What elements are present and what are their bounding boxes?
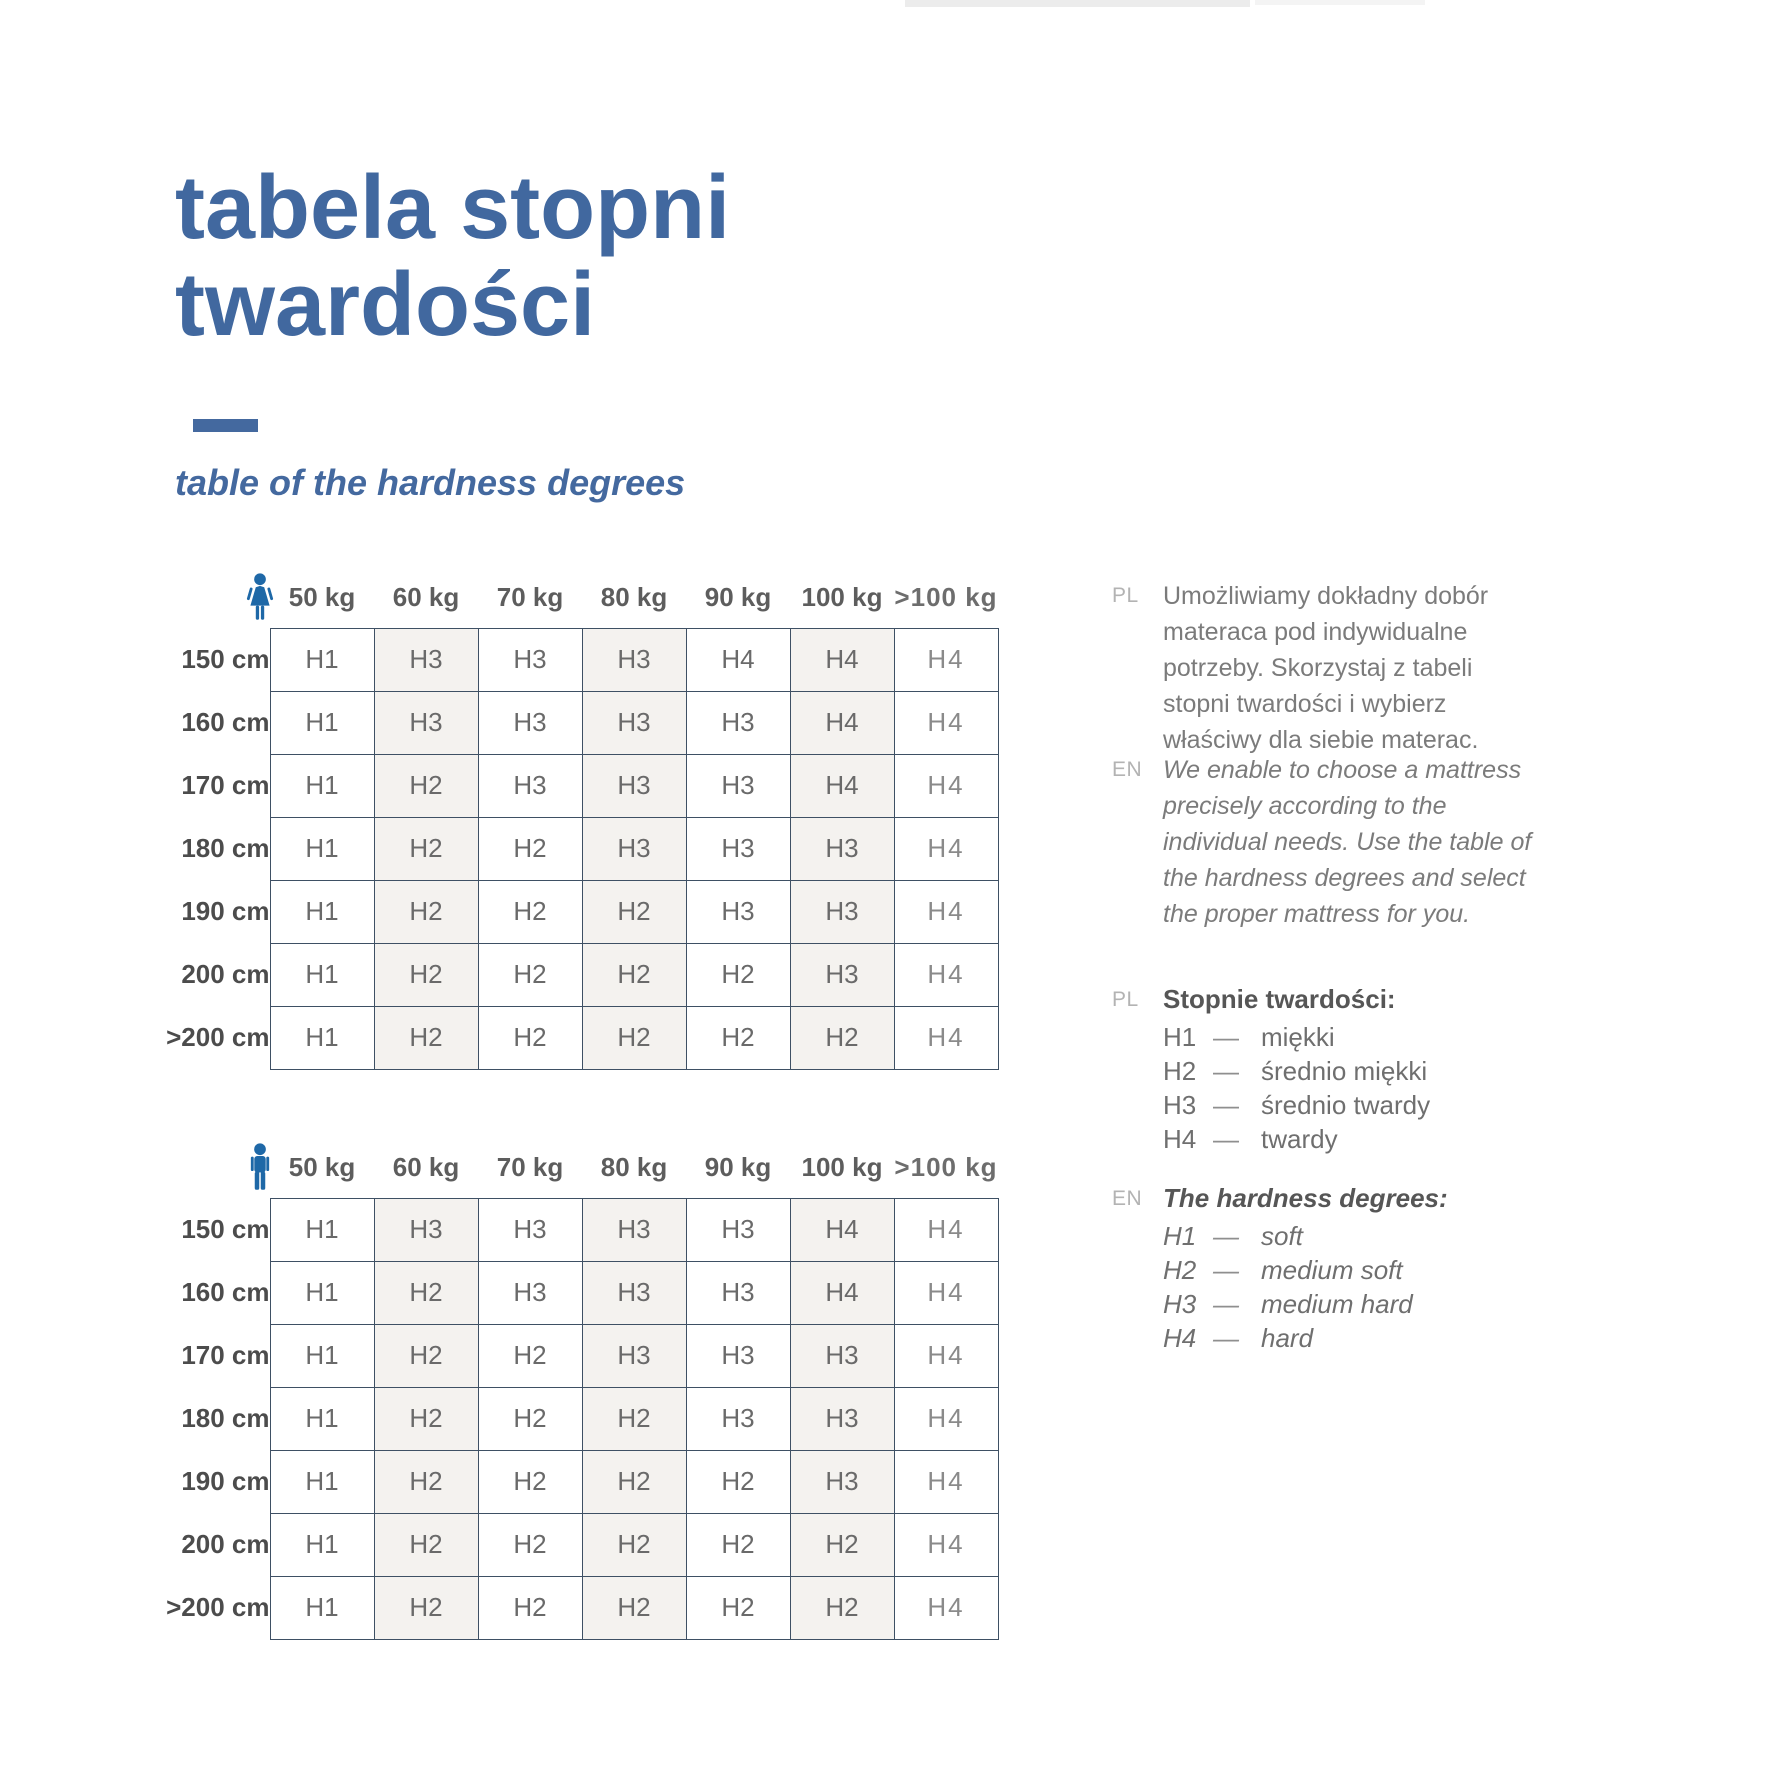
hardness-cell: H2 [582,1006,686,1069]
hardness-cell: H3 [686,754,790,817]
legend-item-code: H1 [1163,1221,1197,1251]
height-label: 160 cm [181,1277,270,1307]
hardness-cell: H4 [894,943,998,1006]
hardness-cell: H4 [894,1261,998,1324]
hardness-cell: H3 [686,1324,790,1387]
title-dash [193,419,258,432]
legend-item-dash: — [1213,1022,1239,1052]
height-label: >200 cm [166,1592,270,1622]
legend-en-list [1163,1221,1413,1357]
table-row [166,754,998,817]
hardness-cell: H2 [374,880,478,943]
hardness-cell: H3 [582,1261,686,1324]
hardness-cell: H2 [374,1006,478,1069]
height-label: >200 cm [166,1022,270,1052]
hardness-cell: H2 [374,1576,478,1639]
legend-item-label: medium soft [1261,1255,1403,1285]
top-accent-band [905,0,1250,7]
hardness-cell: H2 [686,1576,790,1639]
legend-item-dash: — [1213,1221,1239,1251]
height-label: 160 cm [181,707,270,737]
hardness-cell: H4 [894,1576,998,1639]
hardness-cell: H3 [686,880,790,943]
legend-item-dash: — [1213,1056,1239,1086]
male-icon [166,1138,270,1198]
hardness-cell: H4 [894,1387,998,1450]
page-subtitle: table of the hardness degrees [175,462,686,503]
hardness-cell: H4 [790,754,894,817]
legend-item-label: miękki [1261,1022,1335,1052]
legend-item-code: H2 [1163,1255,1197,1285]
legend-item [1163,1056,1430,1090]
hardness-cell: H3 [582,817,686,880]
height-label: 200 cm [181,959,270,989]
table-row [166,691,998,754]
legend-item-label: hard [1261,1323,1314,1353]
hardness-cell: H3 [478,691,582,754]
intro-en-text: We enable to choose a mattress precisely according to the individual needs. Use the table of the hardness degrees and select the proper mattress for you. [1163,756,1532,928]
hardness-cell: H2 [374,754,478,817]
hardness-cell: H3 [790,880,894,943]
legend-pl-title: Stopnie twardości: [1163,984,1396,1014]
weight-header: 90 kg [704,1152,772,1183]
legend-item-code: H4 [1163,1124,1197,1154]
hardness-cell: H2 [686,943,790,1006]
hardness-cell: H2 [478,1006,582,1069]
hardness-cell: H3 [374,628,478,691]
hardness-cell: H3 [582,1198,686,1261]
legend-item-dash: — [1213,1124,1239,1154]
hardness-cell: H2 [374,1324,478,1387]
hardness-cell: H2 [374,1387,478,1450]
hardness-cell: H1 [270,1198,374,1261]
hardness-cell: H4 [894,1324,998,1387]
weight-header: >100 kg [894,1152,998,1183]
hardness-cell: H3 [790,1450,894,1513]
female-icon [166,568,270,628]
legend-item-label: średnio miękki [1261,1056,1428,1086]
table-row [166,1198,998,1261]
table-row [166,1006,998,1069]
table-row [166,1324,998,1387]
legend-item [1163,1289,1413,1323]
hardness-cell: H1 [270,1450,374,1513]
hardness-cell: H3 [686,1261,790,1324]
legend-item [1163,1255,1413,1289]
hardness-cell: H2 [790,1513,894,1576]
hardness-cell: H4 [894,817,998,880]
hardness-cell: H2 [582,1450,686,1513]
hardness-cell: H1 [270,943,374,1006]
hardness-cell: H2 [686,1513,790,1576]
hardness-cell: H4 [686,628,790,691]
hardness-cell: H3 [686,1198,790,1261]
hardness-cell: H1 [270,880,374,943]
hardness-cell: H2 [478,1450,582,1513]
table-row [166,880,998,943]
legend-item [1163,1323,1413,1357]
hardness-cell: H1 [270,1576,374,1639]
page-title-line1: tabela stopni [175,158,731,258]
legend-item [1163,1124,1430,1158]
hardness-cell: H3 [374,691,478,754]
legend-en-tag: EN [1112,1187,1143,1210]
hardness-table-female [166,568,999,1070]
hardness-cell: H3 [374,1198,478,1261]
intro-pl-text: Umożliwiamy dokładny dobór materaca pod indywidualne potrzeby. Skorzystaj z tabeli stopni twardości i wybierz właściwy dla siebie materac. [1163,582,1489,754]
hardness-cell: H1 [270,628,374,691]
hardness-cell: H4 [894,754,998,817]
legend-item-code: H3 [1163,1289,1197,1319]
weight-header: 50 kg [288,1152,356,1183]
top-accent-band-faint [1255,0,1425,5]
hardness-cell: H2 [478,1576,582,1639]
hardness-cell: H2 [478,943,582,1006]
height-label: 150 cm [181,644,270,674]
weight-header: 60 kg [392,1152,460,1183]
legend-item-code: H4 [1163,1323,1197,1353]
hardness-cell: H3 [478,1198,582,1261]
hardness-cell: H1 [270,1513,374,1576]
weight-header: 90 kg [704,582,772,613]
weight-header: 80 kg [600,582,668,613]
hardness-cell: H2 [374,943,478,1006]
hardness-cell: H1 [270,1387,374,1450]
weight-header: 70 kg [496,582,564,613]
hardness-cell: H1 [270,1261,374,1324]
legend-item-dash: — [1213,1255,1239,1285]
hardness-cell: H3 [582,691,686,754]
hardness-cell: H2 [374,1450,478,1513]
hardness-cell: H2 [582,880,686,943]
hardness-cell: H4 [790,628,894,691]
hardness-cell: H2 [478,1513,582,1576]
table-row [166,1450,998,1513]
hardness-cell: H2 [478,880,582,943]
legend-item-dash: — [1213,1323,1239,1353]
legend-item [1163,1090,1430,1124]
hardness-cell: H3 [790,943,894,1006]
hardness-cell: H3 [582,628,686,691]
table-row [166,1576,998,1639]
legend-pl-list [1163,1022,1430,1158]
hardness-cell: H4 [790,1198,894,1261]
weight-header: 50 kg [288,582,356,613]
legend-item [1163,1221,1413,1255]
legend-item-dash: — [1213,1289,1239,1319]
height-label: 190 cm [181,1466,270,1496]
table-row [166,1387,998,1450]
hardness-cell: H3 [478,628,582,691]
hardness-cell: H1 [270,691,374,754]
height-label: 170 cm [181,770,270,800]
weight-header: 60 kg [392,582,460,613]
hardness-cell: H2 [582,1513,686,1576]
weight-header-row [166,568,998,628]
hardness-cell: H2 [790,1006,894,1069]
hardness-cell: H4 [894,880,998,943]
legend-en-title: The hardness degrees: [1163,1183,1448,1213]
hardness-cell: H2 [582,1576,686,1639]
legend-pl-tag: PL [1112,988,1139,1011]
hardness-cell: H2 [478,1387,582,1450]
hardness-cell: H3 [478,1261,582,1324]
table-row [166,1513,998,1576]
height-label: 150 cm [181,1214,270,1244]
hardness-cell: H3 [686,817,790,880]
hardness-cell: H4 [894,1450,998,1513]
height-label: 180 cm [181,1403,270,1433]
hardness-cell: H2 [582,1387,686,1450]
hardness-cell: H3 [582,1324,686,1387]
legend-item-label: średnio twardy [1261,1090,1431,1120]
hardness-cell: H1 [270,1006,374,1069]
hardness-cell: H3 [582,754,686,817]
hardness-cell: H4 [790,1261,894,1324]
hardness-cell: H2 [374,1513,478,1576]
hardness-cell: H2 [478,1324,582,1387]
weight-header: >100 kg [894,582,998,613]
hardness-cell: H1 [270,754,374,817]
legend-item-label: soft [1261,1221,1303,1251]
hardness-cell: H3 [478,754,582,817]
hardness-cell: H2 [374,1261,478,1324]
legend-item-code: H3 [1163,1090,1197,1120]
hardness-cell: H3 [790,1387,894,1450]
hardness-cell: H4 [894,1006,998,1069]
height-label: 170 cm [181,1340,270,1370]
hardness-cell: H4 [894,628,998,691]
legend-item-code: H2 [1163,1056,1197,1086]
weight-header: 100 kg [801,582,883,613]
hardness-cell: H3 [790,817,894,880]
hardness-table-male [166,1138,999,1640]
table-row [166,943,998,1006]
hardness-cell: H3 [686,1387,790,1450]
hardness-cell: H2 [582,943,686,1006]
hardness-cell: H1 [270,1324,374,1387]
height-label: 190 cm [181,896,270,926]
page-title-line2: twardości [175,255,596,355]
legend-item-label: medium hard [1261,1289,1413,1319]
hardness-cell: H1 [270,817,374,880]
legend-item-dash: — [1213,1090,1239,1120]
weight-header: 70 kg [496,1152,564,1183]
hardness-cell: H4 [790,691,894,754]
height-label: 180 cm [181,833,270,863]
hardness-cell: H2 [686,1450,790,1513]
table-row [166,1261,998,1324]
intro-pl-tag: PL [1112,584,1139,607]
hardness-cell: H2 [686,1006,790,1069]
hardness-cell: H2 [478,817,582,880]
weight-header-row [166,1138,998,1198]
weight-header: 100 kg [801,1152,883,1183]
hardness-cell: H2 [790,1576,894,1639]
legend-item-code: H1 [1163,1022,1197,1052]
page-title [175,160,730,354]
table-row [166,817,998,880]
weight-header: 80 kg [600,1152,668,1183]
legend-item-label: twardy [1261,1124,1338,1154]
height-label: 200 cm [181,1529,270,1559]
hardness-cell: H2 [374,817,478,880]
hardness-cell: H4 [894,1513,998,1576]
hardness-cell: H3 [790,1324,894,1387]
table-row [166,628,998,691]
hardness-cell: H4 [894,691,998,754]
intro-en-tag: EN [1112,758,1143,781]
hardness-cell: H3 [686,691,790,754]
legend-item [1163,1022,1430,1056]
hardness-cell: H4 [894,1198,998,1261]
